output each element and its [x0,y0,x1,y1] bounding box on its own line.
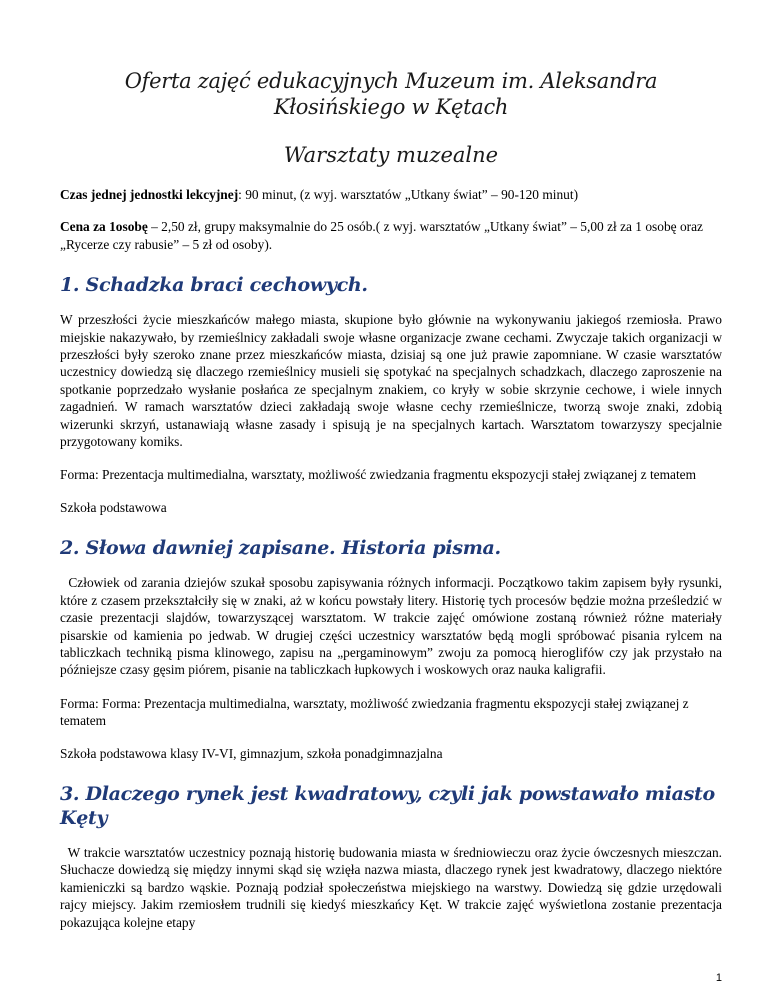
document-subtitle: Warsztaty muzealne [283,143,499,167]
section-2-form: Forma: Forma: Prezentacja multimedialna, warsztaty, możliwość zwiedzania fragmentu ekspozycji stałej związanej z tematem [60,695,689,729]
price-text: – 2,50 zł, grupy maksymalnie do 25 osób.( z wyj. warsztatów „Utkany świat” – 5,00 zł za 1 osobę oraz „Rycerze czy rabusie” – 5 zł od osoby). [60,219,703,252]
section-1-form: Forma: Prezentacja multimedialna, warsztaty, możliwość zwiedzania fragmentu ekspozycji stałej związanej z tematem [60,467,697,483]
section-2-level: Szkoła podstawowa klasy IV-VI, gimnazjum, szkoła ponadgimnazjalna [60,745,443,761]
section-3-heading: 3. Dlaczego rynek jest kwadratowy, czyli jak powstawało miasto Kęty [60,782,715,829]
price-line [60,218,722,253]
section-1-heading: 1. Schadzka braci cechowych. [60,274,368,297]
section-3-body: W trakcie warsztatów uczestnicy poznają historię budowania miasta w średniowieczu oraz życie ówczesnych mieszczan. Słuchacze dowiedzą się między innymi skąd się wzięła nazwa miasta, dlaczego rynek jest kwadratowy, dlaczego niektóre kamieniczki są bardzo wąskie. Poznają podział społeczeństwa miejskiego na warstwy. Dowiedzą się gdzie urzędowali rajcy miejscy. Jakim rzemiosłem trudnili się kiedyś mieszkańcy Kęt. W trakcie zajęć wyświetlona zostanie prezentacja pokazująca kolejne etapy [60,844,726,930]
duration-label: Czas jednej jednostki lekcyjnej [60,187,239,202]
section-1-body: W przeszłości życie mieszkańców małego miasta, skupione było głównie na wykonywaniu jakiegoś rzemiosła. Prawo miejskie nakazywało, by rzemieślnicy zakładali swoje własne organizacje zwane cechami. Zwyczaje takich organizacji w przeszłości były szeroko znane przez mieszkańców miasta, dzisiaj są one już prawie zapomniane. W czasie warsztatów uczestnicy dowiedzą się dlaczego rzemieślnicy musieli się spotykać na specjalnych schadzkach, dlaczego zaproszenie na spotkanie poprzedzało wysłanie posłańca ze specjalnym znakiem, co kryły w sobie skrzynie cechowe, i wiele innych zagadnień. W ramach warsztatów dzieci zakładają swoje własne cechy rzemieślnicze, tworzą swoje znaki, zdobią wizerunki skrzyń, ustanawiają własne zasady i spisują je na specjalnych kartach. Warsztatom towarzyszy specjalnie przygotowany komiks. [60,312,722,450]
document-title: Oferta zajęć edukacyjnych Muzeum im. Aleksandra Kłosińskiego w Kętach [124,69,658,119]
section-1-level: Szkoła podstawowa [60,499,167,515]
section-2-body: Człowiek od zarania dziejów szukał sposobu zapisywania różnych informacji. Początkowo takim zapisem były rysunki, które z czasem przekształciły się w znaki, aż w końcu powstały litery. Historię tych procesów będzie można prześledzić w czasie prezentacji slajdów, towarzyszącej warsztatom. W trakcie zajęć omówione zostaną również różne materiały pisarskie od kamienia po jedwab. W drugiej części uczestnicy warsztatów będą mogli spróbować pisania rylcem na tabliczkach techniką pisma klinowego, zapisu na „pergaminowym” zwoju za pomocą hieroglifów czy jak przystało na późniejsze czasy gęsim piórem, pisanie na tabliczkach łupkowych i woskowych oraz nauka kaligrafii. [60,575,726,678]
section-2-heading: 2. Słowa dawniej zapisane. Historia pisma. [60,537,501,560]
duration-text: : 90 minut, (z wyj. warsztatów „Utkany świat” – 90-120 minut) [238,187,579,202]
page-number: 1 [715,972,722,984]
duration-line [60,186,722,203]
price-label: Cena za 1osobę [60,219,148,235]
